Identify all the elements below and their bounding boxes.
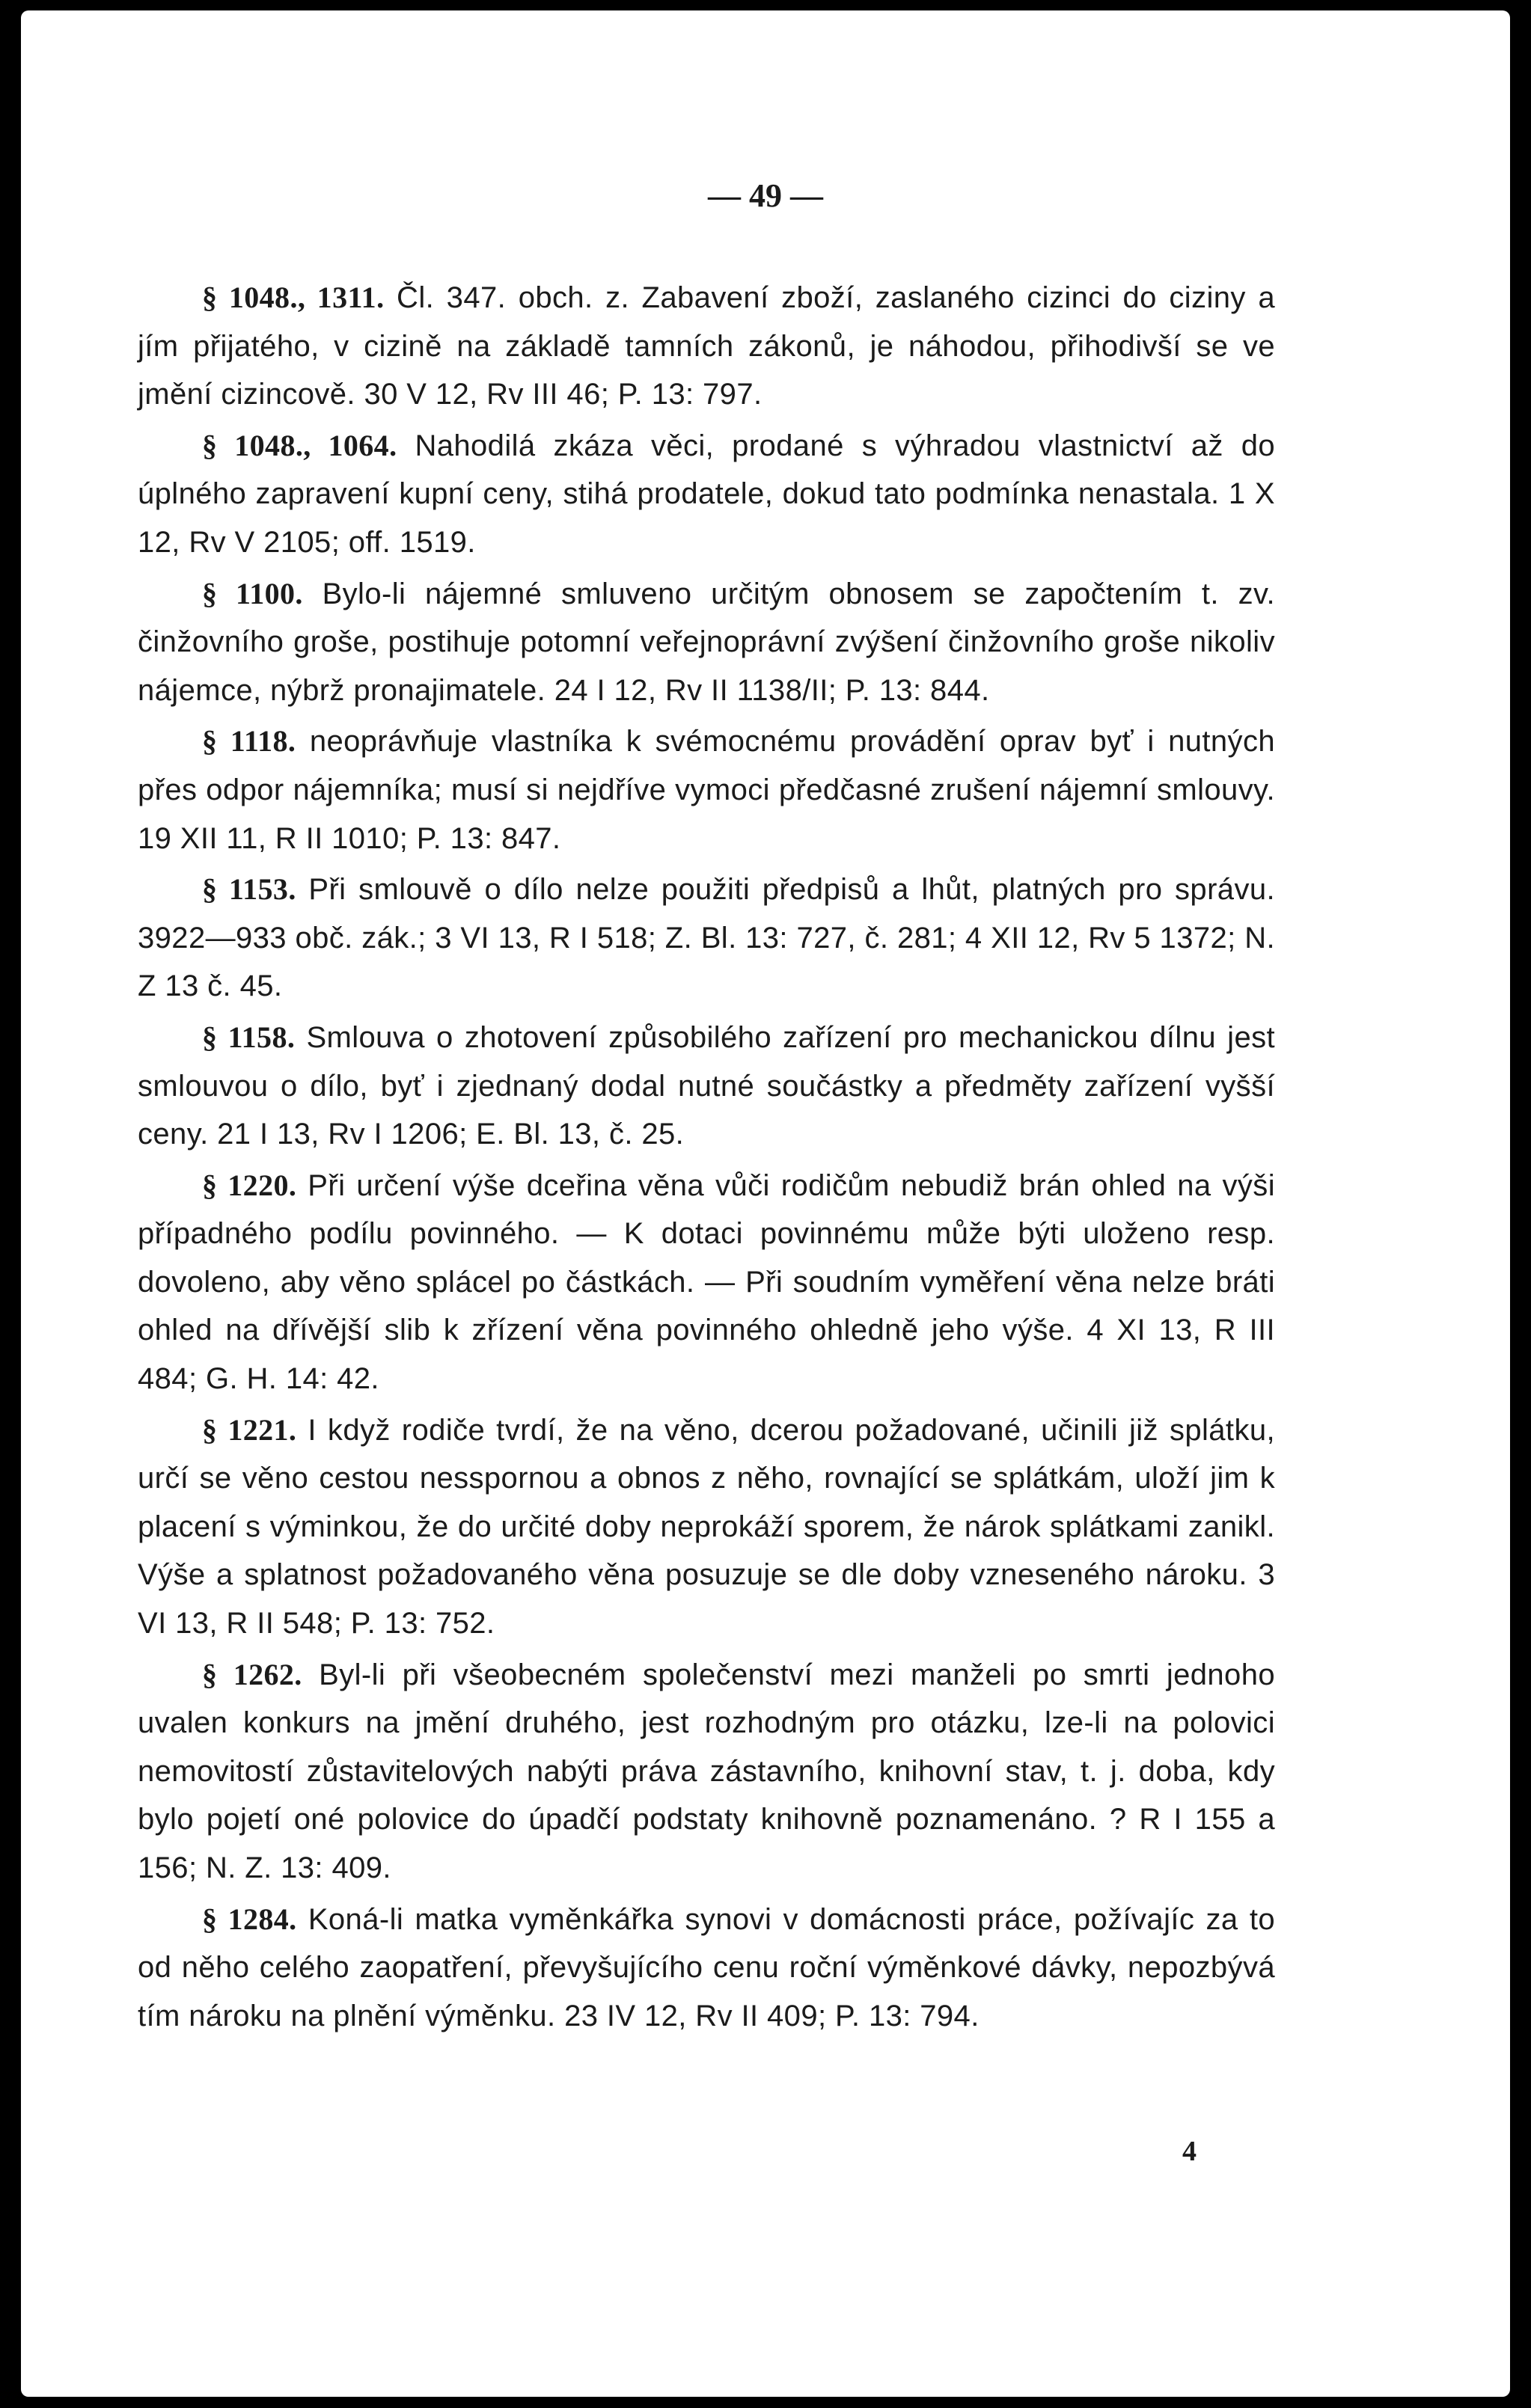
paragraph-reference: § 1221. bbox=[202, 1412, 297, 1447]
entry-text: Při určení výše dceřina věna vůči rodičům nebudiž brán ohled na výši případného podílu povinného. — K dotaci povinnému může býti uloženo resp. dovoleno, aby věno splácel po částkách. — Při soudním vyměření věna nelze bráti ohled na dřívější slib k zřízení věna povinného ohledně jeho výše. 4 XI 13, R III 484; G. H. 14: 42. bbox=[138, 1168, 1275, 1396]
paragraph-reference: § 1262. bbox=[202, 1657, 302, 1691]
signature-mark: 4 bbox=[1182, 2136, 1197, 2167]
entry-1048-1311 bbox=[138, 274, 1275, 419]
paragraph-reference: § 1048., 1311. bbox=[202, 281, 385, 314]
paragraph-reference: § 1048., 1064. bbox=[202, 428, 397, 462]
entry-text: Při smlouvě o dílo nelze použiti předpisů a lhůt, platných pro správu. 3922—933 obč. zák.; 3 VI 13, R I 518; Z. Bl. 13: 727, č. 281; 4 XII 12, Rv 5 1372; N. Z 13 č. 45. bbox=[138, 873, 1276, 1003]
entry-1221 bbox=[138, 1406, 1275, 1648]
entry-text: Čl. 347. obch. z. Zabavení zboží, zaslaného cizinci do ciziny a jím přijatého, v cizině na základě tamních zákonů, je náhodou, přihodivší se ve jmění cizincově. 30 V 12, Rv III 46; P. 13: 797. bbox=[138, 281, 1276, 411]
entry-1284 bbox=[138, 1896, 1275, 2041]
entry-1158 bbox=[138, 1014, 1275, 1159]
entry-1100 bbox=[138, 570, 1275, 715]
paragraph-reference: § 1118. bbox=[202, 724, 296, 759]
paragraph-reference: § 1100. bbox=[202, 576, 303, 610]
book-page bbox=[21, 10, 1510, 2397]
entry-text: I když rodiče tvrdí, že na věno, dcerou požadované, učinili již splátku, určí se věno cestou nesspornou a obnos z něho, rovnající se splátkám, uloží jim k placení s výminkou, že do určité doby neprokáží sporem, že nárok splátkami zanikl. Výše a splatnost požadovaného věna posuzuje se dle doby vzneseného nároku. 3 VI 13, R II 548; P. 13: 752. bbox=[138, 1413, 1275, 1640]
entry-1153 bbox=[138, 866, 1275, 1011]
entry-1048-1064 bbox=[138, 422, 1275, 567]
entry-text: Nahodilá zkáza věci, prodané s výhradou vlastnictví až do úplného zapravení kupní ceny, stihá prodatele, dokud tato podmínka nenastala. 1 X 12, Rv V 2105; off. 1519. bbox=[138, 429, 1276, 559]
entry-text: neoprávňuje vlastníka k svémocnému provádění oprav byť i nutných přes odpor nájemníka; musí si nejdříve vymoci předčasné zrušení nájemní smlouvy. 19 XII 11, R II 1010; P. 13: 847. bbox=[138, 725, 1276, 855]
entry-text: Koná-li matka vyměnkářka synovi v domácnosti práce, požívajíc za to od něho celého zaopatření, převyšujícího cenu roční výměnkové dávky, nepozbývá tím nároku na plnění výměnku. 23 IV 12, Rv II 409; P. 13: 794. bbox=[138, 1902, 1275, 2032]
entry-1220 bbox=[138, 1162, 1275, 1403]
entry-1118 bbox=[138, 717, 1275, 863]
entry-1262 bbox=[138, 1651, 1275, 1893]
paragraph-reference: § 1153. bbox=[202, 872, 296, 907]
paragraph-reference: § 1158. bbox=[202, 1020, 296, 1054]
paragraph-reference: § 1284. bbox=[202, 1902, 297, 1936]
page-number-header: — 49 — bbox=[708, 177, 823, 214]
entry-text: Smlouva o zhotovení způsobilého zařízení pro mechanickou dílnu jest smlouvou o dílo, byť i zjednaný dodal nutné součástky a předměty zařízení vyšší ceny. 21 I 13, Rv I 1206; E. Bl. 13, č. 25. bbox=[138, 1020, 1276, 1151]
entry-text: Bylo-li nájemné smluveno určitým obnosem se započtením t. zv. činžovního groše, postihuje potomní veřejnoprávní zvýšení činžovního groše nikoliv nájemce, nýbrž pronajimatele. 24 I 12, Rv II 1138/II; P. 13: 844. bbox=[138, 577, 1275, 707]
entry-text: Byl-li při všeobecném společenství mezi manželi po smrti jednoho uvalen konkurs na jmění druhého, jest rozhodným pro otázku, lze-li na polovici nemovitostí zůstavitelových nabýti práva zástavního, knihovní stav, t. j. doba, kdy bylo pojetí oné polovice do úpadčí podstaty knihovně poznamenáno. ? R I 155 a 156; N. Z. 13: 409. bbox=[138, 1658, 1275, 1884]
paragraph-reference: § 1220. bbox=[202, 1168, 297, 1202]
page-body bbox=[138, 274, 1275, 2043]
